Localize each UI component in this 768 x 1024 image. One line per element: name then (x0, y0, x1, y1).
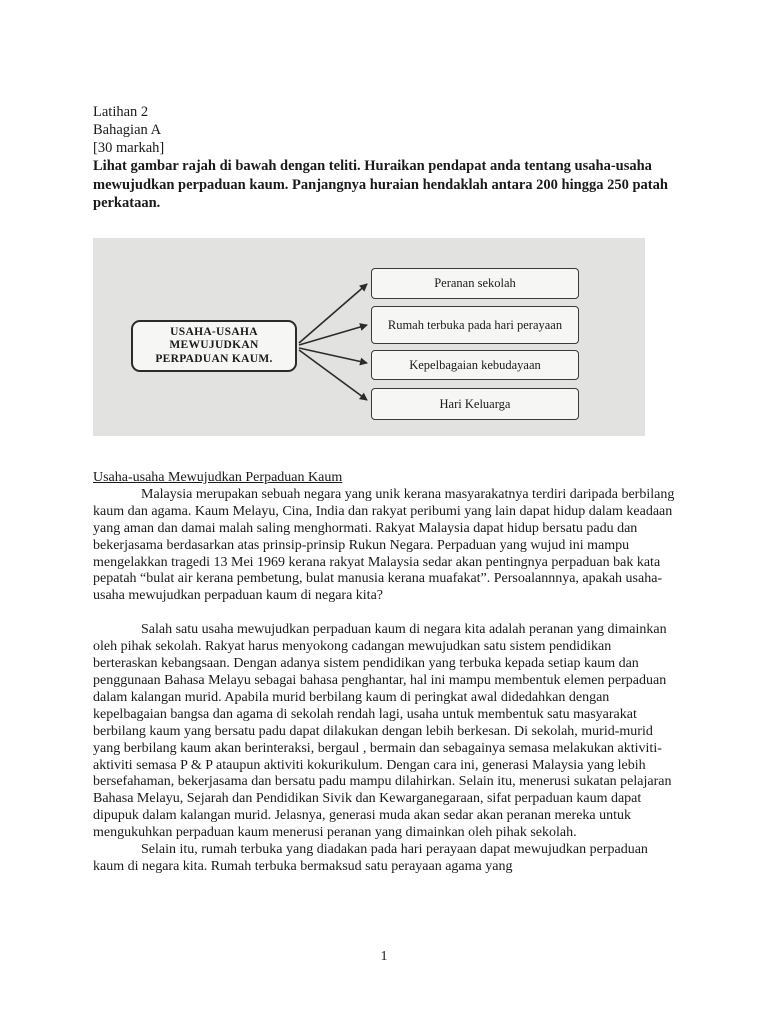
essay-paragraph-1: Malaysia merupakan sebuah negara yang unik kerana masyarakatnya terdiri daripada berbilang kaum dan agama. Kaum Melayu, Cina, India dan rakyat peribumi yang lain dapat hidup dalam keadaan yang aman dan damai malah saling menghormati. Rakyat Malaysia dapat hidup bersatu padu dan bekerjasama berdasarkan atas prinsip-prinsip Rukun Negara. Perpaduan yang wujud ini mampu mengelakkan tragedi 13 Mei 1969 kerana rakyat Malaysia sedar akan pentingnya perpaduan bak kata pepatah “bulat air kerana pembetung, bulat manusia kerana muafakat”. Persoalannnya, apakah usaha-usaha mewujudkan perpaduan kaum di negara kita? (93, 486, 675, 604)
arrow-4 (299, 350, 367, 400)
diagram-figure (93, 238, 645, 436)
diagram-item-open-house: Rumah terbuka pada hari perayaan (371, 306, 579, 344)
arrow-1 (299, 284, 367, 343)
essay-body (93, 470, 679, 876)
essay-paragraph-2: Salah satu usaha mewujudkan perpaduan kaum di negara kita adalah peranan yang dimainkan oleh pihak sekolah. Rakyat harus menyokong cadangan mewujudkan satu sistem pendidikan berteraskan kebangsaan. Dengan adanya sistem pendidikan yang terbuka kepada setiap kaum dan penggunaan Bahasa Melayu sebagai bahasa penghantar, hal ini mampu membentuk elemen perpaduan dalam kalangan murid. Apabila murid berbilang kaum di peringkat awal didedahkan dengan kepelbagaian bangsa dan agama di sekolah rendah lagi, usaha untuk membentuk satu masyarakat berbilang kaum yang bersatu padu dapat dilakukan dengan lebih berkesan. Di sekolah, murid-murid yang berbilang kaum akan berinteraksi, bergaul , bermain dan sebagainya semasa melakukan aktiviti- aktiviti semasa P & P ataupun aktiviti kokurikulum. Dengan cara ini, generasi Malaysia yang lebih bersefahaman, bekerjasama dan bersatu padu mampu dilahirkan. Selain itu, menerusi sukatan pelajaran Bahasa Melayu, Sejarah dan Pendidikan Sivik dan Kewarganegaraan, sifat perpaduan kaum dapat dipupuk dalam kalangan murid. Jelasnya, generasi muda akan sedar akan peranan mereka untuk mengukuhkan perpaduan kaum menerusi peranan yang dimainkan oleh pihak sekolah. (93, 622, 672, 841)
diagram-item-family-day: Hari Keluarga (371, 388, 579, 420)
diagram-item-school-role: Peranan sekolah (371, 268, 579, 299)
diagram-item-cultural-diversity: Kepelbagaian kebudayaan (371, 350, 579, 380)
marks-label: [30 markah] (93, 140, 165, 156)
page-number: 1 (380, 949, 388, 964)
arrow-3 (299, 348, 367, 363)
exercise-title: Latihan 2 (93, 104, 149, 120)
essay-paragraph-3: Selain itu, rumah terbuka yang diadakan pada hari perayaan dapat mewujudkan perpaduan kaum di negara kita. Rumah terbuka bermaksud satu perayaan agama yang (93, 842, 648, 874)
essay-title: Usaha-usaha Mewujudkan Perpaduan Kaum (93, 470, 343, 485)
diagram-main-box: USAHA-USAHA MEWUJUDKAN PERPADUAN KAUM. (131, 320, 297, 372)
question-instruction: Lihat gambar rajah di bawah dengan teliti. Huraikan pendapat anda tentang usaha-usaha mewujudkan perpaduan kaum. Panjangnya huraian hendaklah antara 200 hingga 250 patah perkataan. (93, 158, 668, 211)
section-title: Bahagian A (93, 122, 162, 138)
exercise-header (93, 103, 673, 213)
